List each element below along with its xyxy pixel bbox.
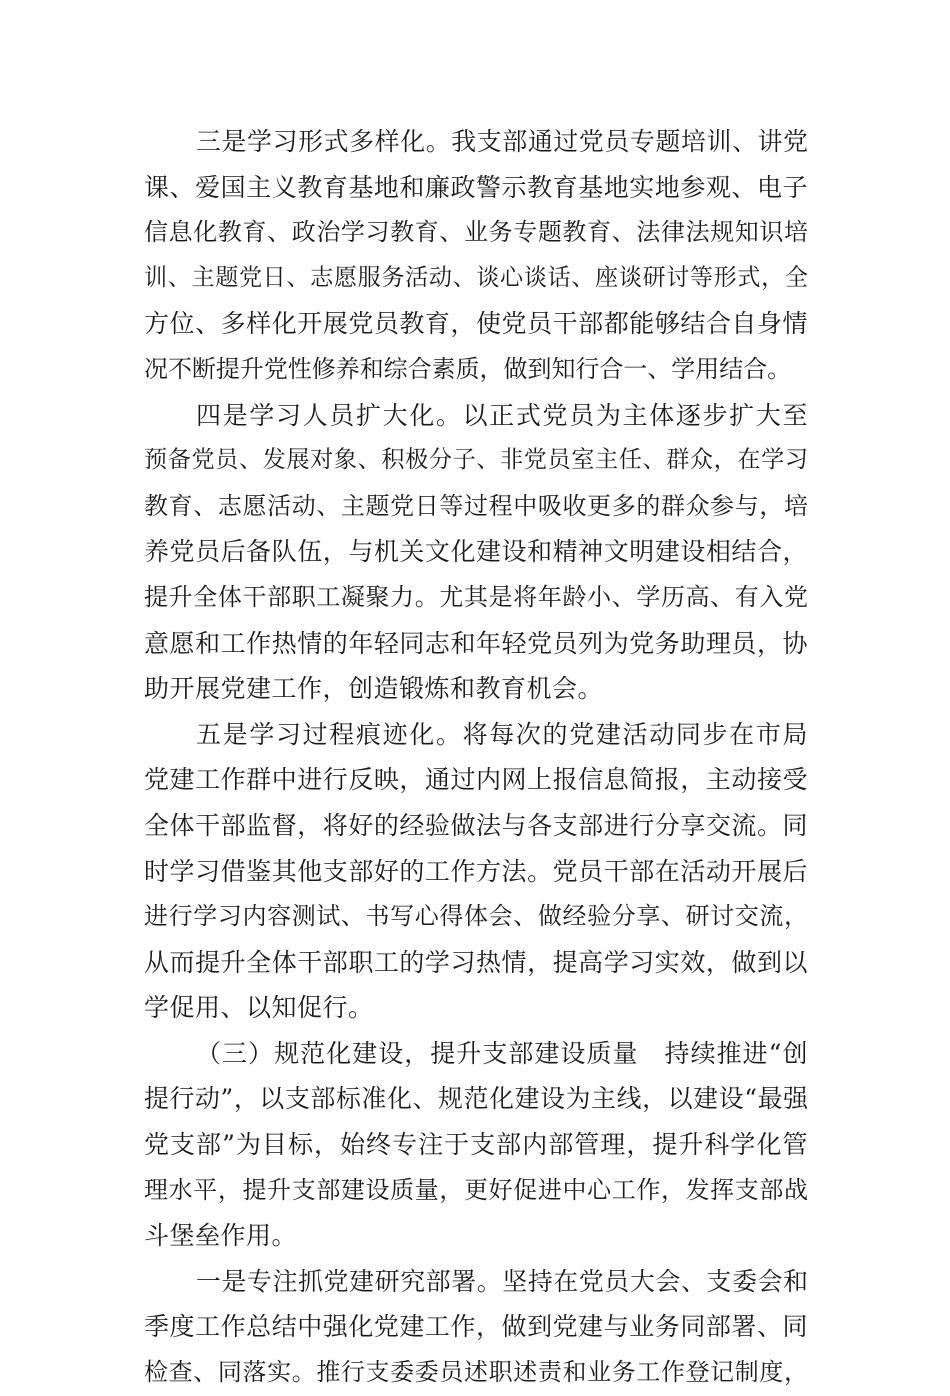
paragraph-party-building-planning — [144, 1259, 808, 1396]
text-line: 提行动”，以支部标准化、规范化建设为主线，以建设“最强 — [144, 1084, 808, 1114]
text-line: （三）规范化建设，提升支部建设质量 持续推进“创 — [196, 1038, 808, 1068]
text-line: 信息化教育、政治学习教育、业务专题教育、法律法规知识培 — [144, 218, 808, 247]
text-line: 进行学习内容测试、书写心得体会、做经验分享、研讨交流， — [144, 902, 808, 931]
text-line: 教育、志愿活动、主题党日等过程中吸收更多的群众参与，培 — [144, 491, 808, 520]
text-line: 一是专注抓党建研究部署。坚持在党员大会、支委会和 — [196, 1266, 808, 1296]
text-line: 养党员后备队伍，与机关文化建设和精神文明建设相结合， — [144, 537, 808, 567]
text-line: 时学习借鉴其他支部好的工作方法。党员干部在活动开展后 — [144, 856, 808, 886]
paragraph-section-standardization — [144, 1031, 808, 1259]
text-line: 方位、多样化开展党员教育，使党员干部都能够结合自身情 — [144, 309, 808, 339]
text-line: 党建工作群中进行反映，通过内网上报信息简报，主动接受 — [144, 765, 808, 795]
text-line: 助开展党建工作，创造锻炼和教育机会。 — [144, 674, 604, 704]
text-line: 三是学习形式多样化。我支部通过党员专题培训、讲党 — [196, 127, 808, 156]
paragraph-learning-traces — [144, 712, 808, 1031]
text-line: 五是学习过程痕迹化。将每次的党建活动同步在市局 — [196, 719, 808, 749]
text-line: 提升全体干部职工凝聚力。尤其是将年龄小、学历高、有入党 — [144, 582, 808, 611]
text-line: 四是学习人员扩大化。以正式党员为主体逐步扩大至 — [196, 400, 808, 430]
paragraph-learning-forms — [144, 119, 808, 393]
text-line: 理水平，提升支部建设质量，更好促进中心工作，发挥支部战 — [144, 1175, 808, 1204]
paragraph-learning-participants — [144, 393, 808, 712]
text-line: 全体干部监督，将好的经验做法与各支部进行分享交流。同 — [144, 810, 808, 840]
text-line: 检查、同落实。推行支委委员述职述责和业务工作登记制度， — [144, 1358, 808, 1387]
text-line: 学促用、以知促行。 — [144, 993, 374, 1023]
document-body — [144, 119, 808, 1396]
text-line: 课、爱国主义教育基地和廉政警示教育基地实地参观、电子 — [144, 172, 808, 202]
text-line: 从而提升全体干部职工的学习热情，提高学习实效，做到以 — [144, 947, 808, 977]
text-line: 训、主题党日、志愿服务活动、谈心谈话、座谈研讨等形式，全 — [144, 264, 808, 291]
text-line: 预备党员、发展对象、积极分子、非党员室主任、群众，在学习 — [144, 447, 808, 474]
text-line: 斗堡垒作用。 — [144, 1221, 298, 1251]
text-line: 意愿和工作热情的年轻同志和年轻党员列为党务助理员，协 — [144, 628, 808, 658]
text-line: 季度工作总结中强化党建工作，做到党建与业务同部署、同 — [144, 1312, 808, 1342]
text-line: 党支部”为目标，始终专注于支部内部管理，提升科学化管 — [144, 1130, 808, 1160]
text-line: 况不断提升党性修养和综合素质，做到知行合一、学用结合。 — [144, 354, 792, 383]
